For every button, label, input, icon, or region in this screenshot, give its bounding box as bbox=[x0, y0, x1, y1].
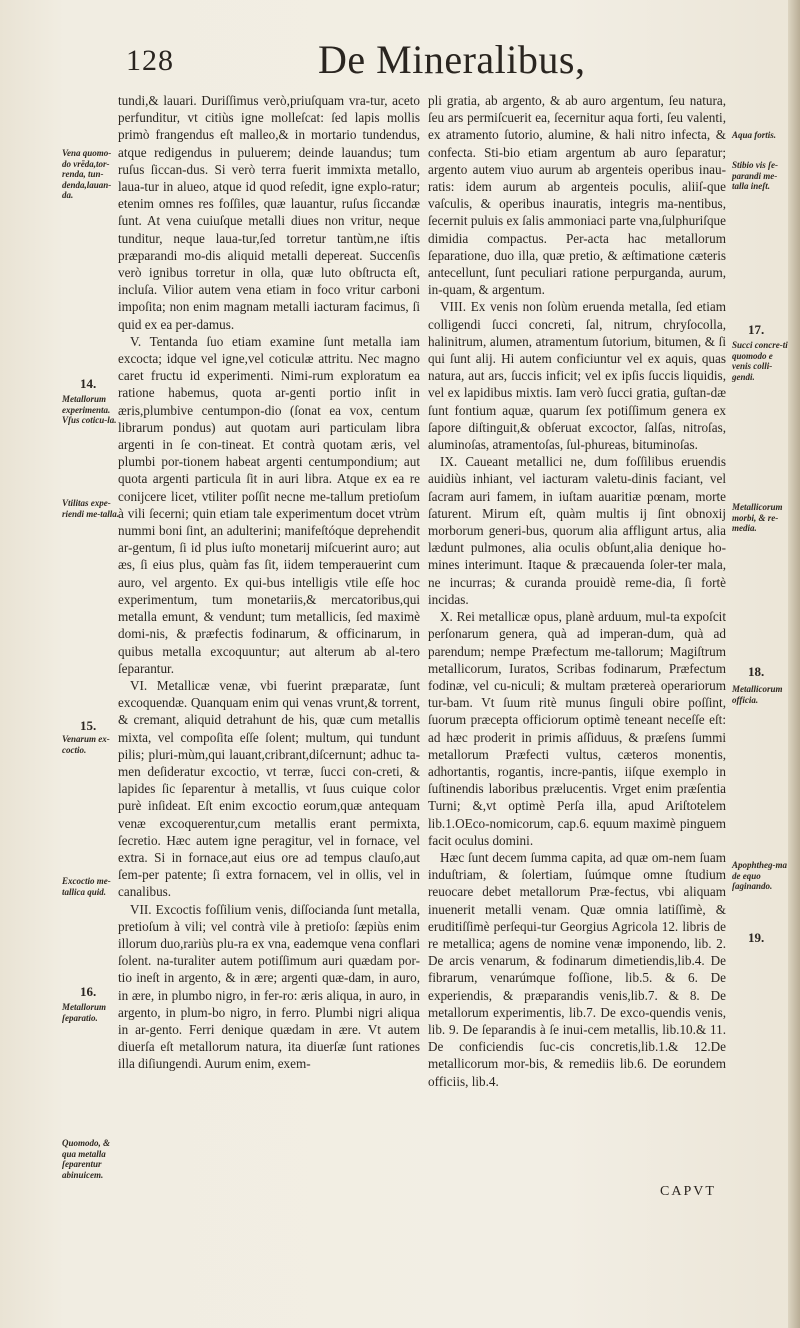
margin-number-left: 14. bbox=[80, 376, 97, 391]
margin-note-right: Metallicorum officia. bbox=[732, 684, 783, 705]
paragraph: V. Tentanda ſuo etiam examine ſunt metalla iam excocta; idque vel igne,vel coticulæ attritu. Nec magno caret fructu id experimenti. Nimi-rum exploratum ea ratione habemus, quota ar-genti portio inſit in æris,plumbive centumpon-dio (ſonat ea vox, centum librarum pondus) aut quotam auri particulam libra argenti in ſe con-tineat. Et contrà quotam æris, vel plumbi por-tionem habeat argenti centumpondium; aut quota argenti particula ſit in auri libra. Atque ex ea re conijcere licet, vtiliter poſſit necne me-tallum pretioſum à vili ſecerni; quin etiam tale experimentum docet vtrùm nummi boni ſint, an adulterini; manifeſtóque deprehendit ar-gentum, ſi id plus iuſto monetarij miſcuerint auro; aut æs, ſi eius plus, quàm fas ſit, iidem temperauerint cum auro, vel argento. Ex qui-bus intelligis vtile eſſe hoc experimentum, tum monetariis,& mercatoribus,qui metalla emunt, & vendunt; tum metallicis, ſed maximè domi-nis, & præfectis fodinarum, & officinarum, in quibus metalla excoquuntur; aut alterum ab al-tero ſeparantur. bbox=[118, 333, 420, 676]
margin-number-left: 15. bbox=[80, 718, 97, 733]
paragraph: IX. Caueant metallici ne, dum foſſilibus eruendis auidiùs inhiant, vel iacturam valetu-dinis faciant, vel ſacram auri famem, in iuſtam auaritiæ pœnam, morte ſaturent. Mirum eſt, quàm multis ij ſint obnoxij morborum generi-bus, quorum alia affligunt artus, alia lædunt pulmones, alia oculis obſunt,alia denique ho-mines interimunt. Itaque & præcauenda ſoler-ter mala, ne incurras; & curanda prouidè reme-dia, ſi fortè incidas. bbox=[428, 454, 726, 607]
paragraph: VIII. Ex venis non ſolùm eruenda metalla, ſed etiam colligendi ſucci concreti, ſal, nitrum, chryſocolla, halinitrum, alumen, atramentum ſutorium, bitumen, & ſi qui ſunt alij. Hi autem conficiuntur vel ex aquis, quas natura, aut ars, ſuccis inficit; vel ex ipſis ſuccis liquidis, vel ex lapidibus mixtis. Iam verò ſucci gratia, guſtan-dæ ſunt fontium aquæ, quarum ſex potiſſimum genera ex ſapore diſtinguit,& obſeruat excoctor, ſalſas, nitroſas, aluminoſas, atramentoſas, ſul-phureas, bituminoſas. bbox=[428, 299, 726, 453]
paragraph: X. Rei metallicæ opus, planè arduum, mul-ta expoſcit perſonarum genera, quà ad imperan-dum, quà ad parendum; nempe Præfectum me-tallorum; Magiſtrum metallicorum, Iuratos, Scribas fodinarum, Præfectum fodinæ, vel cu-niculi; & multam prætereà operariorum tur-bam. Vt ſuum ritè munus ſinguli obire poſſint, ſuorum præcepta officiorum optimè teneant neceſſe eſt: ad hæc proderit in primis aſſiduus, & præſens ſummi metallorum Præfecti vultus, cæteros monentis, adhortantis, rogantis, incre-pantis, iiſque exemplo in ſuſtinendis laboribus prælucentis. Vrget enim præſentia Turni; &,vt optimè Perſa illa, apud Ariſtotelem lib.1.OEco-nomicorum, cap.6. equum maximè pinguem facit oculus domini. bbox=[428, 609, 726, 848]
margin-note-right: Succi concre-ti quomodo e venis colli-gendi. bbox=[732, 340, 788, 382]
margin-note-right: Aqua fortis. bbox=[732, 130, 777, 140]
margin-number-right: 18. bbox=[748, 664, 765, 679]
margin-note-left: Metallorum experimenta. Vſus coticu-la. bbox=[62, 394, 117, 426]
margin-note-left: Excoctio me-tallica quid. bbox=[62, 876, 111, 897]
margin-note-right: Metallicorum morbi, & re-media. bbox=[732, 502, 783, 534]
paragraph: Hæc ſunt decem ſumma capita, ad quæ om-nem ſuam induſtriam, & ſolertiam, ſuúmque omne ſtudium reuocare debet metallorum Præ-fectus, vbi aliquam inuenerit metalli venam. Quæ omnia latiſſimè, & eruditiſſimè perſequi-tur Georgius Agricola 12. libris de re metallica; agens de nomine venæ imponendo, lib. 2. De arcis venarum, & fodinarum dimetiendis,lib.4. De fibrarum, venarúmque foſſione, lib.5. & 6. De experiendis, & præparandis venis,lib.7. & 8. De metallorum experimentis, lib.7. De exco-quendis venis, lib. 9. De ſeparandis à ſe inui-cem metallis, lib.10.& 11. De conficiendis ſuc-cis concretis,lib.1.& 12.De metallicorum mor-bis, & remediis lib.6. De eorundem officiis, lib.4. bbox=[428, 849, 726, 1089]
margin-number-right: 17. bbox=[748, 322, 765, 337]
catchword: CAPVT bbox=[660, 1184, 716, 1199]
margin-note-left: Quomodo, & qua metalla ſeparentur abinuicem. bbox=[62, 1138, 111, 1180]
margin-number-left: 16. bbox=[80, 984, 97, 999]
paragraph: pli gratia, ab argento, & ab auro argentum, ſeu natura, ſeu ars permiſcuerit ea, ſecernitur aqua forti, ſeu valenti, ex atramento ſutorio, alumine, & hali nitro infecta, & confecta. Sti-bio etiam argentum ab auro ſeparatur; argento autem viuo aurum ab argenteis operibus inau-ratis: idem aurum ab argenteis poculis, aliiſ-que vaſculis, & operibus inauratis, integris ma-nentibus, ſecernit puluis ex ſalis ammoniaci parte vna,ſulphuriſque dimidia compactus. Per-acta hac metallorum ſeparatione, duo illa, quæ pretio, & æſtimatione cæteris antecellunt, ſunt peculiari ratione perpurganda, aurum, in-quam, & argentum. bbox=[428, 93, 726, 298]
page-number: 128 bbox=[126, 44, 174, 77]
margin-note-left: Venarum ex-coctio. bbox=[62, 734, 110, 755]
paragraph: VI. Metallicæ venæ, vbi fuerint præparatæ, ſunt excoquendæ. Quanquam enim qui venas vrunt,& torrent, & cremant, aliquid detrahunt de his, quæ cum metallis mixta, vel compoſita eſſe ſolent; multum, qui tundunt pilis; pluri-mùm,qui lauant,cribrant,diſcernunt; adhuc ta-men deſideratur excoctio, vt terræ, ſucci con-creti, & lapides ſic ſeparentur à metallis, vt ſuus cuique color purè inſideat. Eſt enim excoctio eorum,quæ antequam venæ excoquerentur,cum metallis erant permixta, ſecretio. Hæc autem igne peragitur, vel in fornace, vel extra. Si in fornace,aut eius ore ad tempus clauſo,aut ſem-per patente; ſi extra fornacem, vel in ollis, vel in canalibus. bbox=[118, 677, 420, 900]
paragraph: tundi,& lauari. Duriſſimus verò,priuſquam vra-tur, aceto perfunditur, vt citiùs igne molleſcat: ſed lapis mollis primò frangendus eſt malleo,& in mortario tundendus, atque redigendus in puluerem; deinde lauandus; tum ruſus ſiccan-dus. Si verò terra fuerit immixta metallo, laua-tur in alueo, atque id quod reſedit, igne explo-ratur; etenim omnes res foſſiles, quæ lauantur, ruſus ſiccandæ ſunt. At vena cuiuſque metalli diues non vritur, neque tunditur, neque laua-tur,ſed torretur tantùm,ne iſtis præparandi mo-dis aliquid metalli depereat. Succenſis verò ignibus torretur in olla, quæ luto obſtructa eſt, incluſa. Vilior autem vena etiam in foco vritur carboni impoſita; non enim magnam metalli iacturam facimus, ſi quid ex ea per-damus. bbox=[118, 93, 420, 332]
left-text-column bbox=[118, 92, 420, 1202]
paragraph: VII. Excoctis foſſilium venis, diſſocianda ſunt metalla, pretioſum à vili; vel contrà vile à pretioſo: ſæpiùs enim illorum duo,rariùs plu-ra ex vna, eademque vena conflari ſolent. na-turaliter autem potiſſimum auri quædam por-tio ineſt in argento, & in ære; argenti quæ-dam, in auro, in ære, in plumbo nigro, in fer-ro: æris aliqua, in auro, in argento, in plum-bo nigro, in ferro. Plumbi nigri aliqua in ar-gento. Ferri denique quædam in ære. Vt autem diuerſa eſt metallorum natura, ita diuerſæ ſunt rationes illa diſiungendi. Aurum enim, exem- bbox=[118, 901, 420, 1072]
margin-note-left: Metallorum ſeparatio. bbox=[62, 1002, 107, 1023]
margin-note-left: Vena quomo-do vrēda,tor-renda, tun-denda,lauan-da. bbox=[62, 148, 112, 201]
margin-note-left: Vtilitas expe-riendi me-talla. bbox=[62, 498, 119, 519]
margin-note-right: Apophtheg-ma de equo ſaginando. bbox=[732, 860, 788, 892]
margin-note-right: Stibio vis ſe-parandi me-talla ineſt. bbox=[732, 160, 778, 192]
running-title: De Mineralibus, bbox=[318, 37, 586, 82]
running-head bbox=[0, 0, 800, 90]
page-edge bbox=[788, 0, 800, 1328]
right-text-column bbox=[428, 92, 726, 1192]
margin-number-right: 19. bbox=[748, 930, 765, 945]
